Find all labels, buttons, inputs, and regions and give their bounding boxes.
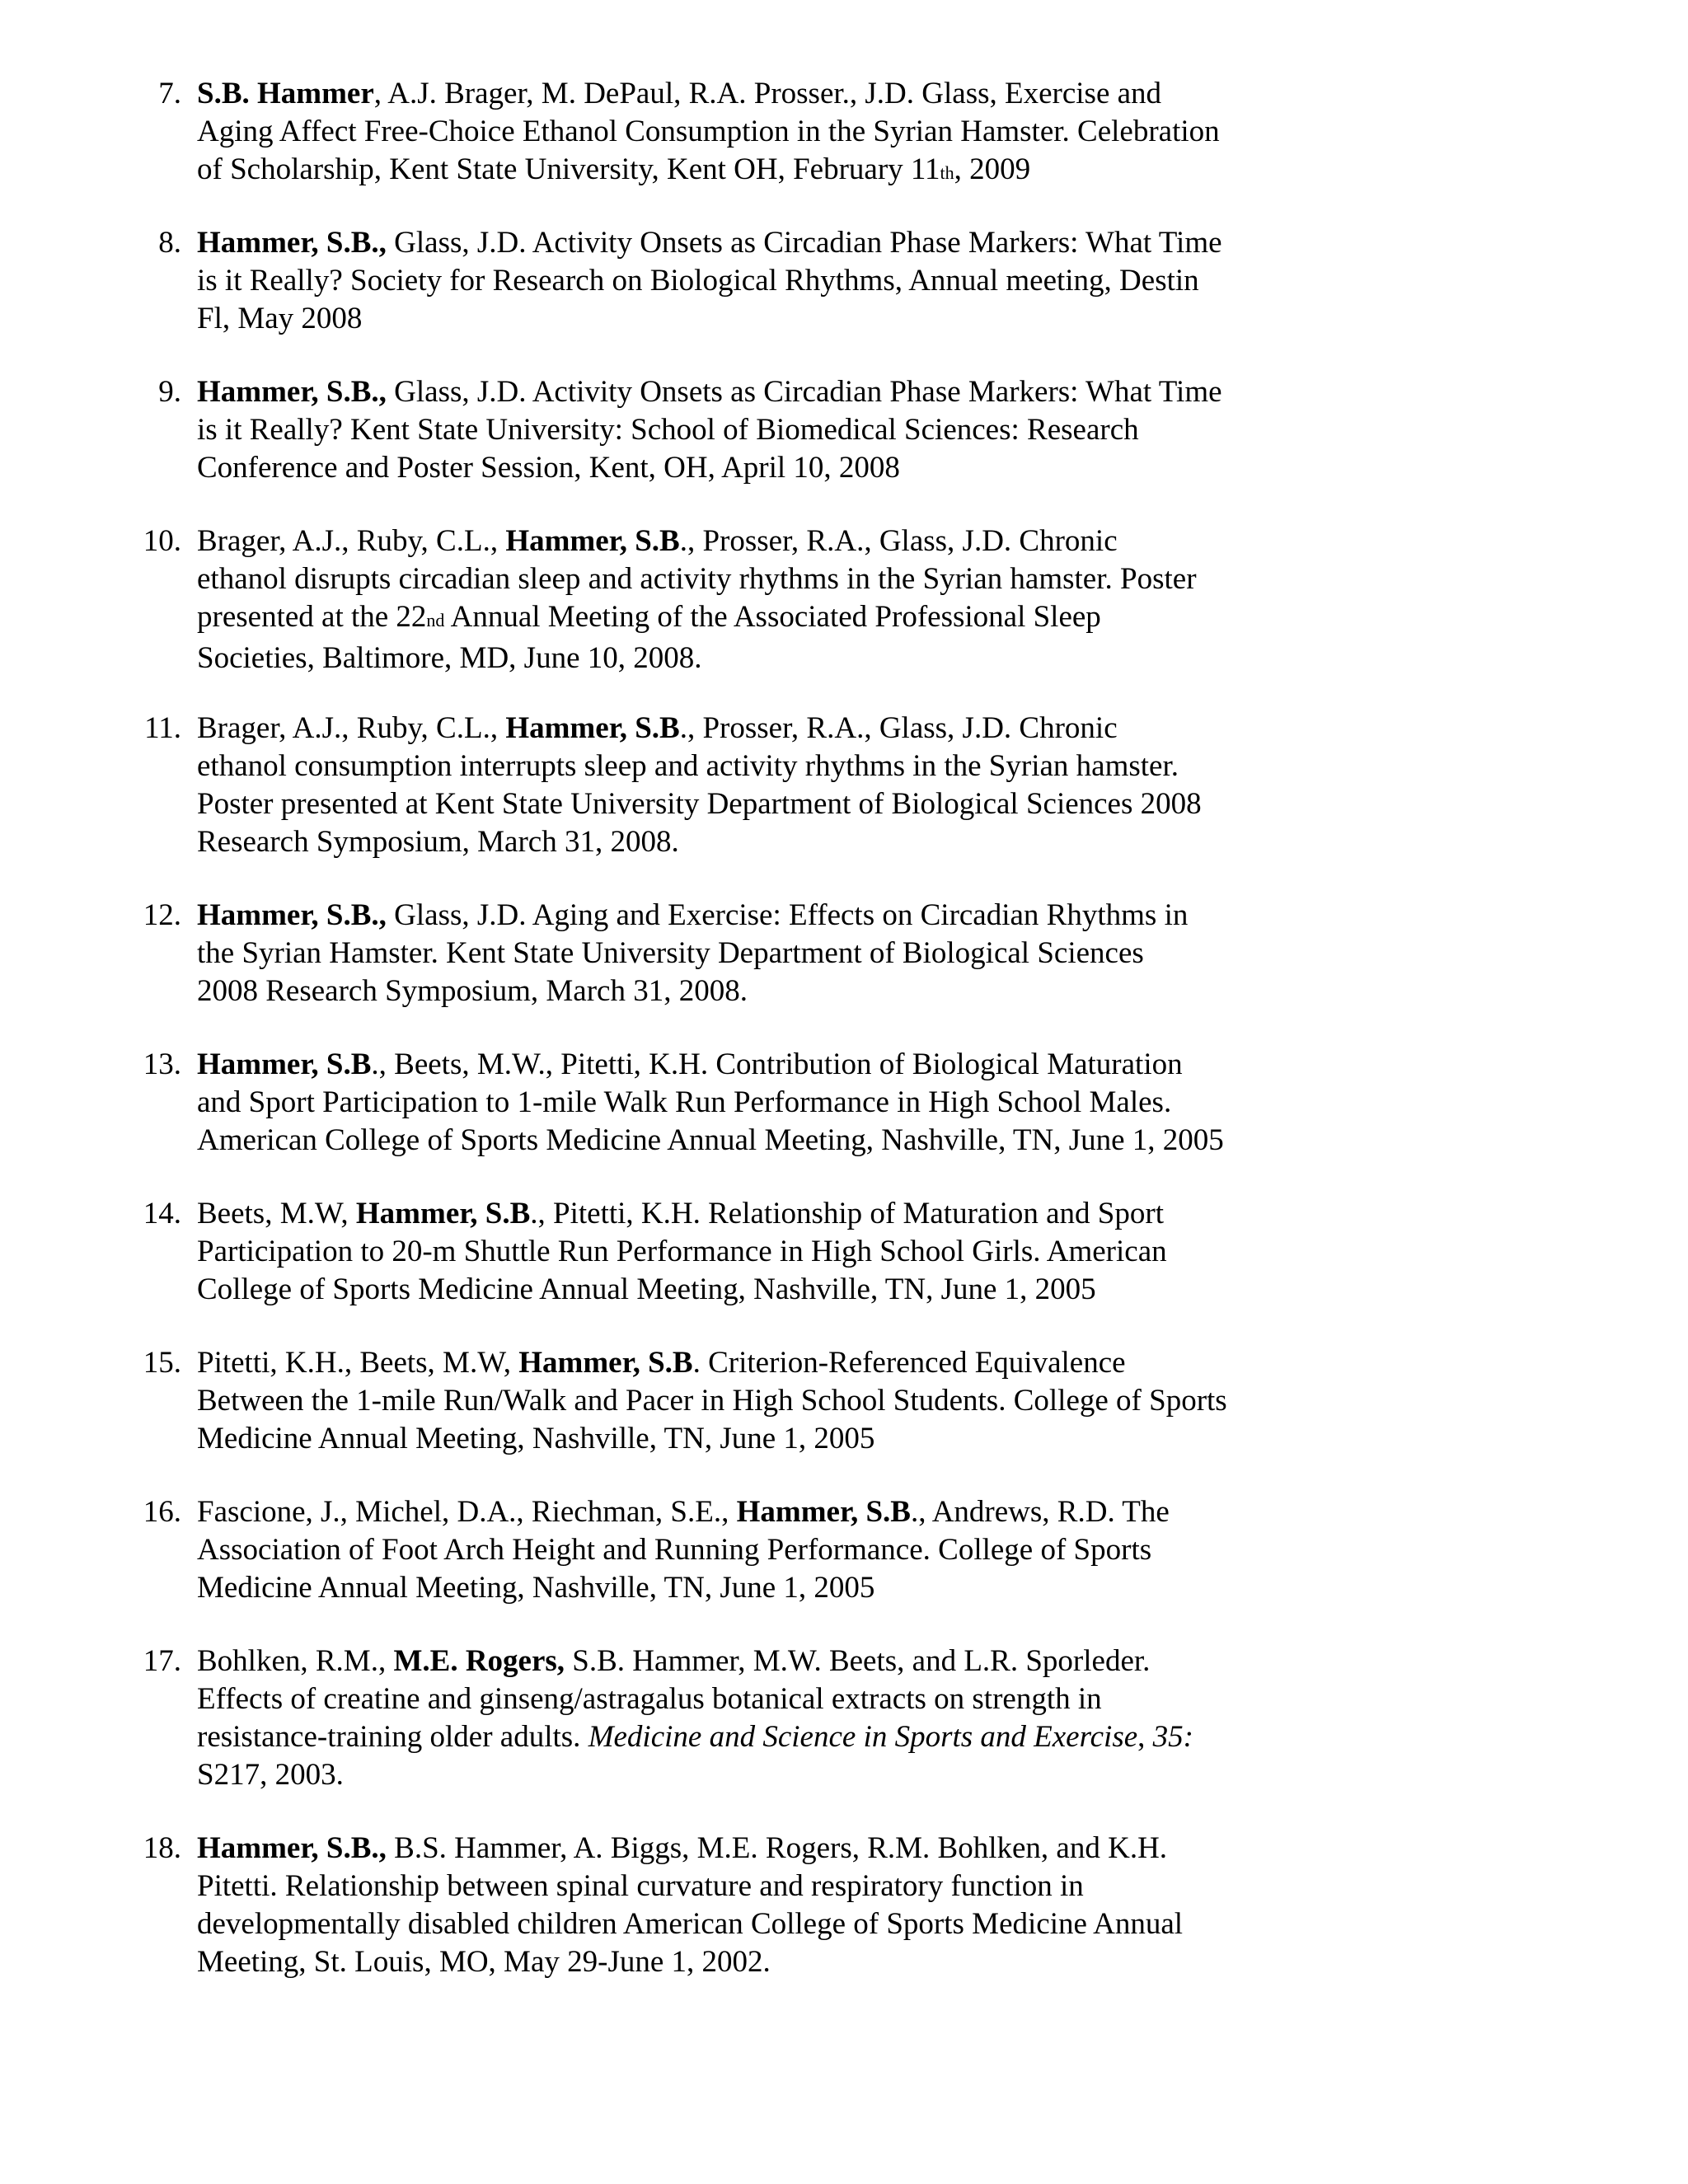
reference-line bbox=[197, 1271, 1351, 1309]
author-highlight: Hammer, S.B., bbox=[197, 898, 387, 932]
reference-number: 16. bbox=[143, 1495, 181, 1529]
reference-text: S217, 2003. bbox=[197, 1758, 344, 1792]
author-highlight: Hammer, S.B bbox=[736, 1495, 911, 1529]
reference-line bbox=[197, 262, 1351, 300]
reference-line bbox=[197, 1531, 1351, 1569]
reference-line bbox=[197, 1344, 1351, 1382]
reference-line bbox=[197, 1382, 1351, 1420]
reference-text: ethanol disrupts circadian sleep and activity rhythms in the Syrian hamster. Poster bbox=[197, 562, 1197, 596]
reference-text: Pitetti, K.H., Beets, M.W, bbox=[197, 1346, 519, 1380]
reference-text: , A.J. Brager, M. DePaul, R.A. Prosser., J.D. Glass, Exercise and bbox=[373, 77, 1162, 110]
reference-line bbox=[197, 935, 1351, 972]
reference-entry bbox=[143, 1830, 1351, 1981]
reference-number: 18. bbox=[143, 1831, 181, 1865]
reference-text: presented at the 22 bbox=[197, 600, 427, 634]
reference-text: ., Andrews, R.D. The bbox=[911, 1495, 1170, 1529]
reference-line bbox=[197, 1493, 1351, 1531]
reference-text: , 2009 bbox=[954, 152, 1031, 186]
reference-text: ., Beets, M.W., Pitetti, K.H. Contribution of Biological Maturation bbox=[371, 1047, 1183, 1081]
reference-entry bbox=[143, 1344, 1351, 1458]
reference-text: Glass, J.D. Activity Onsets as Circadian Phase Markers: What Time bbox=[386, 226, 1222, 260]
author-highlight: Hammer, S.B., bbox=[197, 375, 387, 409]
reference-line bbox=[197, 1718, 1351, 1756]
reference-number: 14. bbox=[143, 1197, 181, 1230]
reference-line bbox=[197, 300, 1351, 338]
reference-entry bbox=[143, 1046, 1351, 1160]
reference-number: 11. bbox=[144, 711, 181, 745]
reference-line bbox=[197, 710, 1351, 748]
reference-text: Effects of creatine and ginseng/astragalus botanical extracts on strength in bbox=[197, 1682, 1102, 1716]
reference-text: the Syrian Hamster. Kent State University Department of Biological Sciences bbox=[197, 936, 1144, 970]
reference-line bbox=[197, 598, 1351, 640]
author-highlight: Hammer, S.B bbox=[505, 711, 680, 745]
reference-line bbox=[197, 560, 1351, 598]
reference-number: 9. bbox=[158, 375, 181, 409]
reference-number: 13. bbox=[143, 1047, 181, 1081]
reference-text: of Scholarship, Kent State University, Kent OH, February 11 bbox=[197, 152, 940, 186]
reference-text: Glass, J.D. Activity Onsets as Circadian Phase Markers: What Time bbox=[386, 375, 1222, 409]
reference-text: Participation to 20-m Shuttle Run Performance in High School Girls. American bbox=[197, 1235, 1167, 1268]
reference-line bbox=[197, 373, 1351, 411]
author-highlight: Hammer, S.B., bbox=[197, 226, 387, 260]
reference-text: is it Really? Kent State University: School of Biomedical Sciences: Research bbox=[197, 413, 1139, 447]
journal-title: Medicine and Science in Sports and Exercise bbox=[588, 1720, 1138, 1754]
reference-text: Societies, Baltimore, MD, June 10, 2008. bbox=[197, 641, 702, 675]
reference-text: Medicine Annual Meeting, Nashville, TN, June 1, 2005 bbox=[197, 1422, 875, 1455]
reference-text: Conference and Poster Session, Kent, OH, April 10, 2008 bbox=[197, 451, 900, 485]
author-highlight: M.E. Rogers, bbox=[393, 1644, 565, 1678]
reference-text: Fl, May 2008 bbox=[197, 302, 363, 335]
reference-line bbox=[197, 1905, 1351, 1943]
reference-text: and Sport Participation to 1-mile Walk Run Performance in High School Males. bbox=[197, 1085, 1172, 1119]
reference-line bbox=[197, 151, 1351, 192]
reference-line bbox=[197, 972, 1351, 1010]
reference-line bbox=[197, 1233, 1351, 1271]
reference-entry bbox=[143, 1493, 1351, 1607]
reference-text: Beets, M.W, bbox=[197, 1197, 356, 1230]
reference-entry bbox=[158, 75, 1351, 192]
reference-line bbox=[197, 897, 1351, 935]
reference-entry bbox=[143, 897, 1351, 1010]
reference-line bbox=[197, 523, 1351, 560]
reference-text: Fascione, J., Michel, D.A., Riechman, S.E., bbox=[197, 1495, 737, 1529]
reference-entry bbox=[158, 224, 1351, 338]
reference-line bbox=[197, 1569, 1351, 1607]
reference-line bbox=[197, 640, 1351, 677]
reference-text: Aging Affect Free-Choice Ethanol Consumption in the Syrian Hamster. Celebration bbox=[197, 115, 1220, 148]
reference-text: Bohlken, R.M., bbox=[197, 1644, 394, 1678]
reference-number: 12. bbox=[143, 898, 181, 932]
reference-text: is it Really? Society for Research on Biological Rhythms, Annual meeting, Destin bbox=[197, 264, 1199, 298]
reference-line bbox=[197, 823, 1351, 861]
reference-line bbox=[197, 1420, 1351, 1458]
reference-line bbox=[197, 224, 1351, 262]
reference-line bbox=[197, 1830, 1351, 1868]
reference-text: ethanol consumption interrupts sleep and activity rhythms in the Syrian hamster. bbox=[197, 749, 1179, 783]
ordinal-suffix: th bbox=[940, 162, 954, 183]
reference-entry bbox=[143, 1195, 1351, 1309]
reference-entry bbox=[144, 710, 1351, 861]
reference-line bbox=[197, 1084, 1351, 1122]
reference-number: 10. bbox=[143, 524, 181, 558]
reference-text: Research Symposium, March 31, 2008. bbox=[197, 825, 679, 859]
reference-text: Medicine Annual Meeting, Nashville, TN, June 1, 2005 bbox=[197, 1571, 875, 1605]
reference-text: ., Pitetti, K.H. Relationship of Maturation and Sport bbox=[530, 1197, 1164, 1230]
reference-text: Brager, A.J., Ruby, C.L., bbox=[197, 524, 506, 558]
author-highlight: Hammer, S.B bbox=[355, 1197, 531, 1230]
reference-text: Pitetti. Relationship between spinal curvature and respiratory function in bbox=[197, 1869, 1084, 1903]
reference-text: Brager, A.J., Ruby, C.L., bbox=[197, 711, 506, 745]
author-highlight: Hammer, S.B bbox=[197, 1047, 372, 1081]
reference-text: , bbox=[1137, 1720, 1153, 1754]
reference-text: Poster presented at Kent State University Department of Biological Sciences 2008 bbox=[197, 787, 1202, 821]
reference-text: B.S. Hammer, A. Biggs, M.E. Rogers, R.M. Bohlken, and K.H. bbox=[386, 1831, 1168, 1865]
reference-line bbox=[197, 785, 1351, 823]
reference-text: College of Sports Medicine Annual Meeting, Nashville, TN, June 1, 2005 bbox=[197, 1272, 1096, 1306]
author-highlight: Hammer, S.B., bbox=[197, 1831, 387, 1865]
reference-text: resistance-training older adults. bbox=[197, 1720, 588, 1754]
ordinal-suffix: nd bbox=[426, 610, 445, 630]
author-highlight: Hammer, S.B bbox=[518, 1346, 693, 1380]
reference-line bbox=[197, 1868, 1351, 1905]
reference-line bbox=[197, 1046, 1351, 1084]
reference-number: 15. bbox=[143, 1346, 181, 1380]
reference-number: 8. bbox=[158, 226, 181, 260]
reference-text: 2008 Research Symposium, March 31, 2008. bbox=[197, 974, 748, 1008]
reference-text: Association of Foot Arch Height and Running Performance. College of Sports bbox=[197, 1533, 1152, 1567]
reference-text: Glass, J.D. Aging and Exercise: Effects on Circadian Rhythms in bbox=[386, 898, 1189, 932]
reference-line bbox=[197, 1122, 1351, 1160]
reference-entry bbox=[143, 1643, 1351, 1794]
reference-line bbox=[197, 1756, 1351, 1794]
reference-line bbox=[197, 449, 1351, 487]
reference-text: Between the 1-mile Run/Walk and Pacer in High School Students. College of Sports bbox=[197, 1384, 1227, 1418]
reference-text: . Criterion-Referenced Equivalence bbox=[692, 1346, 1126, 1380]
reference-number: 17. bbox=[143, 1644, 181, 1678]
reference-text: ., Prosser, R.A., Glass, J.D. Chronic bbox=[679, 711, 1118, 745]
reference-line bbox=[197, 748, 1351, 785]
reference-number: 7. bbox=[158, 77, 181, 110]
reference-text: Annual Meeting of the Associated Professional Sleep bbox=[444, 600, 1101, 634]
reference-entry bbox=[143, 523, 1351, 677]
author-highlight: Hammer, S.B bbox=[505, 524, 680, 558]
reference-text: American College of Sports Medicine Annual Meeting, Nashville, TN, June 1, 2005 bbox=[197, 1123, 1224, 1157]
reference-line bbox=[197, 75, 1351, 113]
reference-line bbox=[197, 1680, 1351, 1718]
reference-line bbox=[197, 1943, 1351, 1981]
reference-line bbox=[197, 113, 1351, 151]
reference-line bbox=[197, 1643, 1351, 1680]
reference-text: Meeting, St. Louis, MO, May 29-June 1, 2002. bbox=[197, 1945, 771, 1979]
reference-line bbox=[197, 411, 1351, 449]
reference-line bbox=[197, 1195, 1351, 1233]
author-highlight: S.B. Hammer bbox=[197, 77, 374, 110]
reference-text: ., Prosser, R.A., Glass, J.D. Chronic bbox=[679, 524, 1118, 558]
journal-title: 35: bbox=[1152, 1720, 1193, 1754]
reference-text: S.B. Hammer, M.W. Beets, and L.R. Sporleder. bbox=[565, 1644, 1151, 1678]
reference-entry bbox=[158, 373, 1351, 487]
reference-text: developmentally disabled children American College of Sports Medicine Annual bbox=[197, 1907, 1184, 1941]
